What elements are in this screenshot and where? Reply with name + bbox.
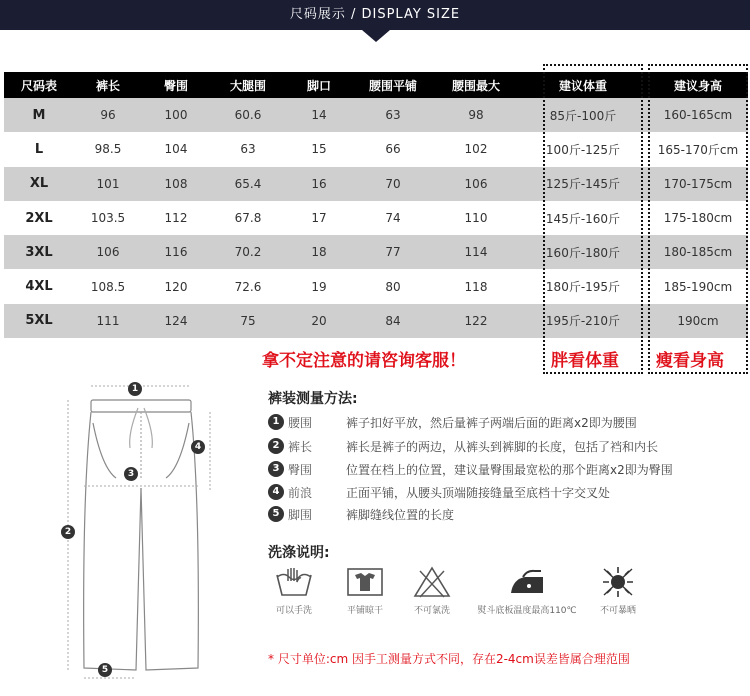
measure-term: 脚围	[288, 507, 313, 522]
table-cell: 180斤-195斤	[545, 280, 621, 295]
table-cell: 106	[434, 167, 518, 201]
measure-item	[268, 459, 673, 479]
table-cell: 165-170斤cm	[657, 142, 739, 157]
measure-desc: 裤长是裤子的两边，从裤头到裤脚的长度，包括了裆和内长	[346, 439, 659, 454]
diagram-marker-waist: 1	[128, 382, 142, 396]
height-hint: 瘦看身高	[656, 351, 724, 371]
measure-term: 臀围	[288, 462, 313, 477]
table-cell: 180-185cm	[648, 235, 748, 269]
wash-label: 熨斗底板温度最高110℃	[477, 606, 577, 616]
table-cell: 103.5	[90, 211, 126, 226]
measure-desc: 裤脚缝线位置的长度	[346, 507, 455, 522]
measure-item	[268, 436, 658, 456]
size-cell: XL	[4, 167, 74, 201]
table-cell: 67.8	[234, 211, 262, 226]
table-cell: 70.2	[210, 235, 286, 269]
measure-item	[268, 412, 637, 432]
table-cell: 100	[142, 98, 210, 132]
table-cell: 145斤-160斤	[545, 211, 621, 226]
table-cell: 111	[74, 304, 142, 338]
height-column-highlight	[648, 64, 748, 374]
wash-item	[268, 565, 320, 616]
table-cell: 98	[434, 98, 518, 132]
size-cell: L	[34, 141, 44, 157]
table-cell: 175-180cm	[663, 211, 733, 226]
diagram-marker-rise: 4	[191, 440, 205, 454]
wash-title: 洗涤说明:	[268, 545, 330, 561]
table-cell: 14	[286, 98, 352, 132]
table-cell: 17	[311, 211, 327, 226]
measure-number: 1	[268, 414, 284, 430]
wash-item	[470, 565, 584, 616]
table-cell: 18	[286, 235, 352, 269]
weight-column-highlight	[543, 64, 643, 374]
banner-title: 尺码展示 / DISPLAY SIZE	[289, 7, 461, 22]
header-hip: 臀围	[142, 72, 210, 98]
table-cell: 106	[74, 235, 142, 269]
size-cell: 3XL	[4, 235, 74, 269]
header-weight: 建议体重	[518, 72, 648, 98]
table-cell: 20	[286, 304, 352, 338]
measure-number: 3	[268, 461, 284, 477]
diagram-marker-hip: 3	[124, 467, 138, 481]
table-cell: 66	[385, 142, 401, 157]
measure-item	[268, 482, 610, 502]
table-cell: 195斤-210斤	[518, 304, 648, 338]
table-cell: 16	[286, 167, 352, 201]
wash-item	[338, 565, 392, 616]
wash-label: 可以手洗	[275, 606, 312, 616]
measure-desc: 位置在档上的位置，建议量臀围最宽松的那个距离x2即为臀围	[346, 462, 673, 477]
table-cell: 84	[352, 304, 434, 338]
table-cell: 122	[434, 304, 518, 338]
table-cell: 74	[385, 211, 401, 226]
measure-term: 裤长	[288, 439, 313, 454]
header-waist-flat: 腰围平铺	[352, 72, 434, 98]
table-cell: 190cm	[648, 304, 748, 338]
table-cell: 104	[164, 142, 188, 157]
table-cell: 112	[164, 211, 188, 226]
measure-number: 5	[268, 506, 284, 522]
size-cell: M	[4, 98, 74, 132]
measure-term: 腰围	[288, 415, 313, 430]
table-cell: 108.5	[90, 279, 126, 294]
size-cell: 4XL	[25, 279, 53, 295]
table-cell: 85斤-100斤	[518, 98, 648, 132]
measure-term: 前浪	[288, 485, 313, 500]
header-length: 裤长	[74, 72, 142, 98]
table-cell: 100斤-125斤	[545, 142, 621, 157]
wash-label: 不可暴晒	[599, 606, 636, 616]
table-cell: 120	[164, 279, 188, 294]
table-cell: 63	[240, 142, 256, 157]
flat-dry-icon	[345, 565, 385, 599]
no-bleach-icon	[412, 565, 452, 599]
no-sun-icon	[598, 565, 638, 599]
wash-item	[592, 565, 644, 616]
header-height: 建议身高	[648, 72, 748, 98]
table-cell: 114	[434, 235, 518, 269]
table-cell: 15	[311, 142, 327, 157]
wash-label: 平铺晾干	[346, 606, 383, 616]
table-cell: 125斤-145斤	[518, 167, 648, 201]
table-cell: 65.4	[210, 167, 286, 201]
table-cell: 98.5	[94, 142, 122, 157]
size-cell: 2XL	[25, 210, 53, 226]
table-cell: 185-190cm	[663, 279, 733, 294]
header-hem: 脚口	[286, 72, 352, 98]
table-cell: 124	[142, 304, 210, 338]
diagram-marker-hem: 5	[98, 663, 112, 677]
hand-wash-icon	[274, 565, 314, 599]
measure-number: 4	[268, 484, 284, 500]
table-cell: 118	[464, 279, 488, 294]
table-cell: 96	[74, 98, 142, 132]
table-cell: 160-165cm	[648, 98, 748, 132]
header-size: 尺码表	[4, 72, 74, 98]
diagram-marker-length: 2	[61, 525, 75, 539]
table-cell: 108	[142, 167, 210, 201]
measure-item	[268, 504, 454, 524]
header-waist-max: 腰围最大	[434, 72, 518, 98]
table-cell: 160斤-180斤	[518, 235, 648, 269]
weight-hint: 胖看体重	[551, 351, 619, 371]
measure-desc: 正面平铺，从腰头顶端随接缝量至底档十字交叉处	[346, 485, 611, 500]
measure-title: 裤装测量方法:	[268, 391, 358, 407]
table-cell: 72.6	[234, 279, 262, 294]
table-cell: 170-175cm	[648, 167, 748, 201]
measurement-footnote: * 尺寸单位:cm 因手工测量方式不同，存在2-4cm误差皆属合理范围	[268, 652, 630, 666]
table-cell: 63	[352, 98, 434, 132]
table-cell: 80	[385, 279, 401, 294]
consult-notice: 拿不定注意的请咨询客服！	[262, 351, 466, 371]
measure-desc: 裤子扣好平放，然后量裤子两端后面的距离x2即为腰围	[346, 415, 637, 430]
size-cell: 5XL	[4, 304, 74, 338]
banner-notch	[362, 30, 390, 42]
wash-item	[406, 565, 458, 616]
table-cell: 116	[142, 235, 210, 269]
iron-icon	[505, 565, 549, 599]
table-cell: 19	[311, 279, 327, 294]
table-cell: 75	[210, 304, 286, 338]
wash-label: 不可氯洗	[413, 606, 450, 616]
header-thigh: 大腿围	[210, 72, 286, 98]
table-cell: 110	[464, 211, 488, 226]
table-cell: 101	[74, 167, 142, 201]
table-cell: 77	[352, 235, 434, 269]
table-cell: 60.6	[210, 98, 286, 132]
measure-number: 2	[268, 438, 284, 454]
table-cell: 70	[352, 167, 434, 201]
table-cell: 102	[464, 142, 488, 157]
